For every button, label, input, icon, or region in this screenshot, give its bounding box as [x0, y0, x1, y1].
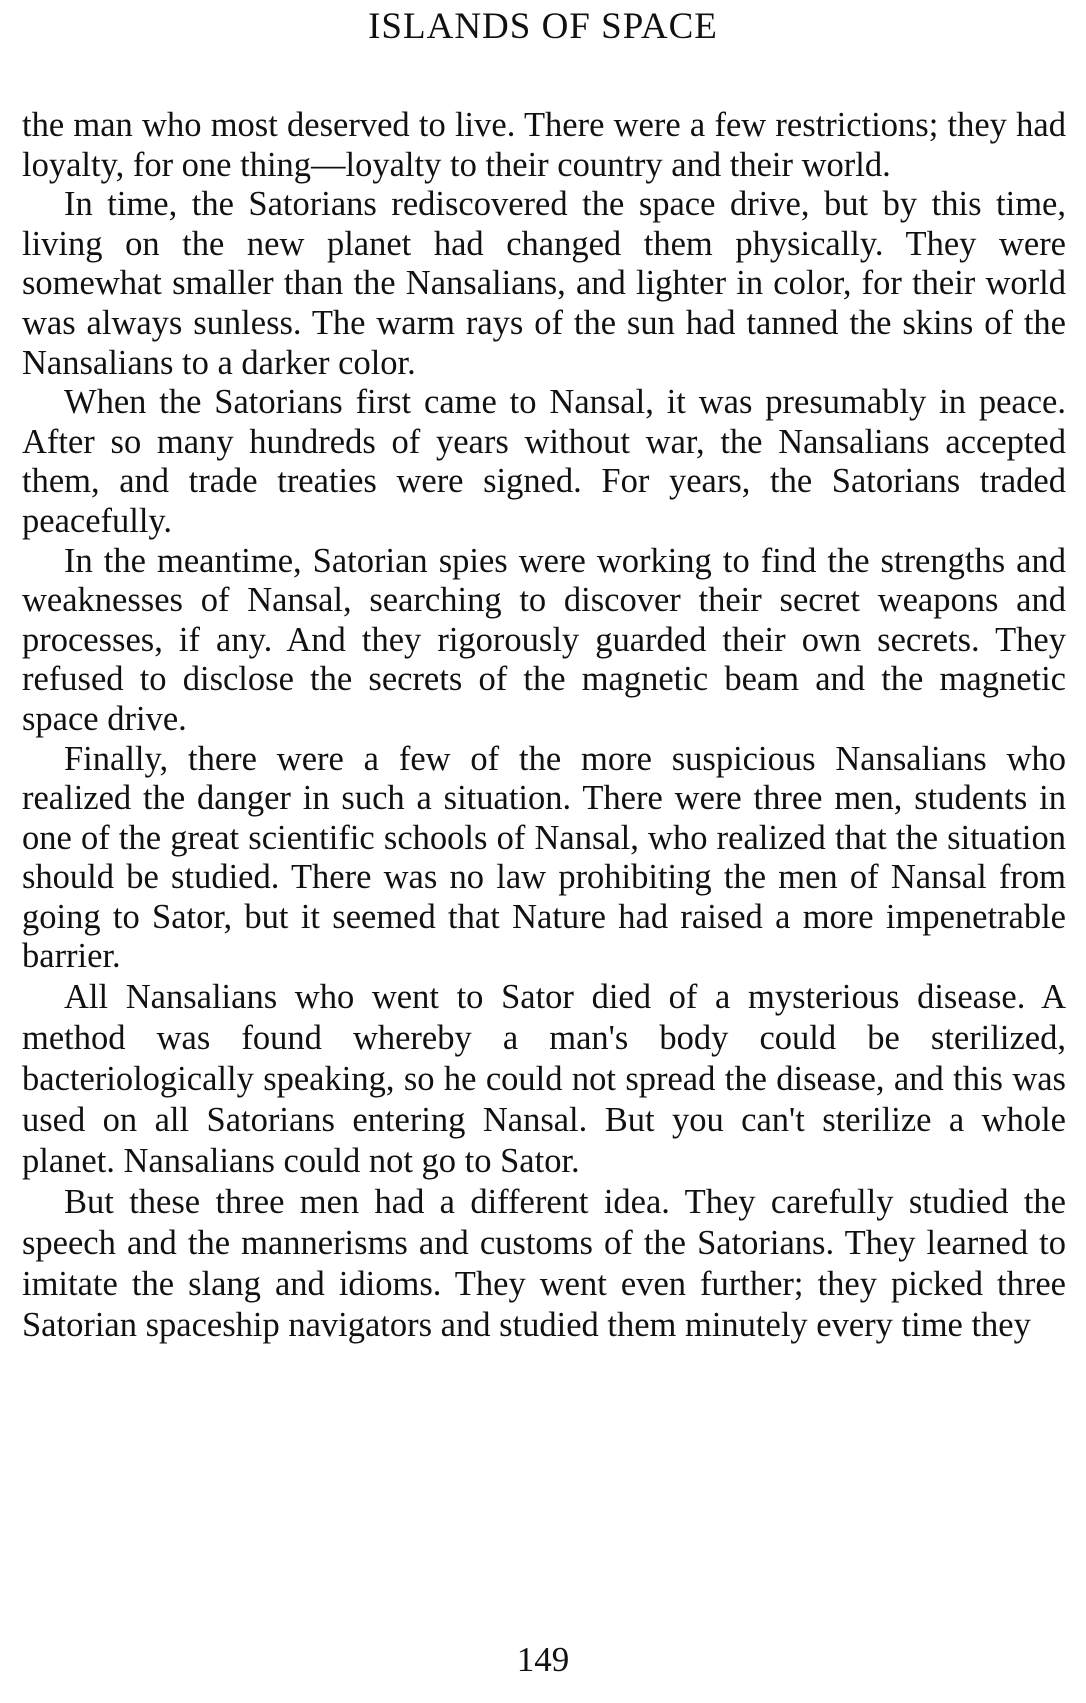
page-number: 149: [516, 1640, 570, 1679]
body-text: [22, 106, 1066, 1346]
paragraph: When the Satorians first came to Nansal, it was presumably in peace. After so many hundreds of years without war, the Nansalians accepted them, and trade treaties were signed. For years, the Satorians traded peacefully.: [22, 383, 1066, 540]
paragraph: the man who most deserved to live. There were a few restrictions; they had loyalty, for one thing—loyalty to their country and their world.: [22, 106, 1066, 184]
paragraph: But these three men had a different idea. They carefully studied the speech and the mannerisms and customs of the Satorians. They learned to imitate the slang and idioms. They went even further; they picked three Satorian spaceship navigators and studied them minutely every time they: [22, 1183, 1066, 1345]
paragraph: Finally, there were a few of the more suspicious Nansalians who realized the danger in such a situation. There were three men, students in one of the great scientific schools of Nansal, who realized that the situation should be studied. There was no law prohibiting the men of Nansal from going to Sator, but it seemed that Nature had raised a more impenetrable barrier.: [22, 739, 1066, 976]
paragraph: In the meantime, Satorian spies were working to find the strengths and weaknesses of Nansal, searching to discover their secret weapons and processes, if any. And they rigorously guarded their own secrets. They refused to disclose the secrets of the magnetic beam and the magnetic space drive.: [22, 541, 1066, 738]
paragraph: In time, the Satorians rediscovered the space drive, but by this time, living on the new planet had changed them physically. They were somewhat smaller than the Nansalians, and lighter in color, for their world was always sunless. The warm rays of the sun had tanned the skins of the Nansalians to a darker color.: [22, 185, 1066, 382]
paragraph: All Nansalians who went to Sator died of a mysterious disease. A method was found whereby a man's body could be sterilized, bacteriologically speaking, so he could not spread the disease, and this was used on all Satorians entering Nansal. But you can't sterilize a whole planet. Nansalians could not go to Sator.: [22, 978, 1066, 1181]
running-head: ISLANDS OF SPACE: [368, 6, 718, 47]
